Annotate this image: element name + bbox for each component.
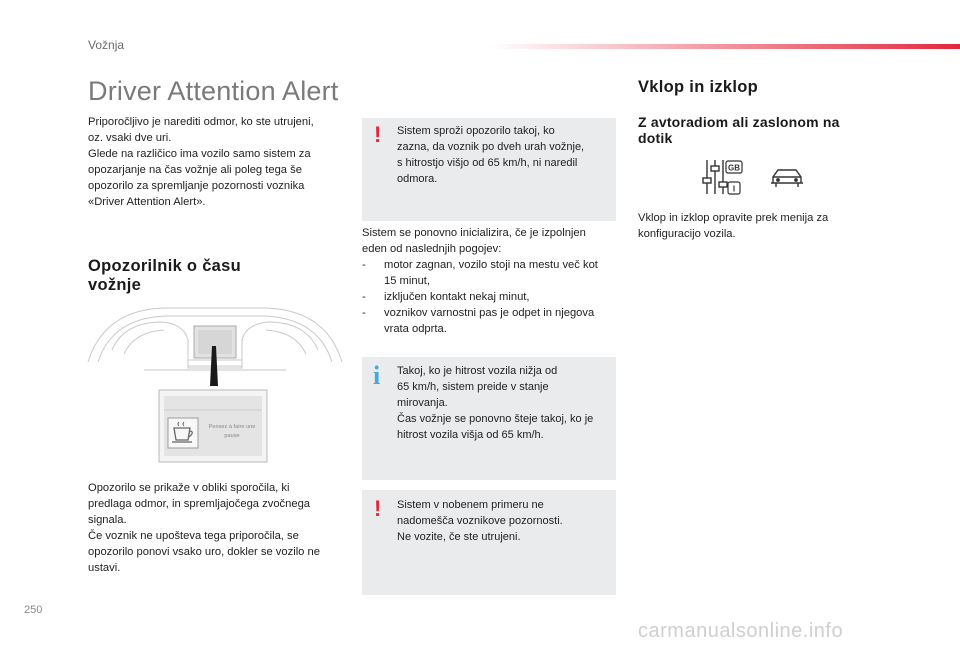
list-item-line: 15 minut, [384,275,431,287]
heading-line: vožnje [88,276,142,294]
watermark: carmanualsonline.info [638,620,844,642]
language-badge-top: GB [728,163,740,173]
intro-line: opozarjanje na čas vožnje ali poleg tega še [88,164,302,176]
intro-line: oz. vsaki dve uri. [88,132,172,144]
note-line: 65 km/h, sistem preide v stanje [397,381,549,393]
note-line: odmora. [397,173,438,185]
dashboard-illustration [84,300,346,470]
reinit-conditions-list [362,257,620,337]
page-number: 250 [24,604,43,616]
intro-line: «Driver Attention Alert». [88,196,206,208]
section-heading-timer [88,257,241,295]
timer-line: Če voznik ne upošteva tega priporočila, se [88,530,299,542]
running-header: Vožnja [88,38,125,52]
list-item [362,257,620,289]
warning-note-2 [362,490,616,595]
intro-line: opozorilo za spremljanje pozornosti voznika [88,180,305,192]
header-accent-bar [490,44,960,49]
instrument-cluster-drawing [84,300,346,470]
warning-note-1 [362,118,616,221]
heading-line: Opozorilnik o času [88,257,242,275]
reinit-intro-line: eden od naslednjih pogojev: [362,243,502,255]
note-line: Takoj, ko je hitrost vozila nižja od [397,365,558,377]
timer-line: signala. [88,514,127,526]
note-line: nadomešča voznikove pozornosti. [397,515,563,527]
note-line: Sistem sproži opozorilo takoj, ko [397,125,555,137]
settings-icons [700,158,810,198]
list-item-line: izključen kontakt nekaj minut, [384,291,530,303]
language-badge-bottom: I [732,184,736,194]
subheading-line: dotik [638,130,673,146]
info-note-text [397,363,611,443]
configuration-icons-drawing [700,158,810,198]
timer-line: ustavi. [88,562,121,574]
timer-line: predlaga odmor, in spremljajočega zvočnega [88,498,311,510]
list-item-line: vrata odprta. [384,323,447,335]
warning-note-2-text [397,497,609,545]
warning-icon: ! [374,122,382,147]
reinit-intro-line: Sistem se ponovno inicializira, če je izpolnjen [362,227,586,239]
intro-line: Glede na različico ima vozilo samo sistem za [88,148,311,160]
list-item [362,289,620,305]
illustration-message-line1: Pensez à faire une [208,424,256,430]
on-off-line: Vklop in izklop opravite prek menija za [638,212,829,224]
list-dash: - [362,259,366,271]
list-item [362,305,620,337]
timer-line: Opozorilo se prikaže v obliki sporočila, ki [88,482,290,494]
on-off-paragraph [638,210,898,242]
illustration-message-line2: pause [224,433,240,439]
list-item-line: voznikov varnostni pas je odpet in njegova [384,307,595,319]
note-line: Sistem v nobenem primeru ne [397,499,544,511]
note-line: s hitrostjo višjo od 65 km/h, ni naredil [397,157,578,169]
timer-paragraph [88,480,358,576]
language-flag-icon [726,161,742,194]
info-note [362,357,616,480]
list-item-line: motor zagnan, vozilo stoji na mestu več kot [384,259,598,271]
reinit-paragraph [362,225,620,337]
info-icon: i [373,361,381,390]
note-line: mirovanja. [397,397,448,409]
sliders-icon [703,160,727,194]
warning-note-1-text [397,123,609,187]
note-line: zazna, da voznik po dveh urah vožnje, [397,141,585,153]
timer-line: opozorilo ponovi vsako uro, dokler se vozilo ne [88,546,320,558]
note-line: hitrost vozila višja od 65 km/h. [397,429,544,441]
intro-paragraph [88,114,348,210]
section-heading-on-off: Vklop in izklop [638,78,759,96]
note-line: Ne vozite, če ste utrujeni. [397,531,521,543]
subheading-radio-touchscreen [638,114,840,146]
car-icon [771,170,803,187]
warning-icon: ! [374,496,382,521]
subheading-line: Z avtoradiom ali zaslonom na [638,114,840,130]
intro-line: Priporočljivo je narediti odmor, ko ste utrujeni, [88,116,314,128]
list-dash: - [362,307,366,319]
on-off-line: konfiguracijo vozila. [638,228,736,240]
list-dash: - [362,291,366,303]
page-title: Driver Attention Alert [88,76,339,106]
note-line: Čas vožnje se ponovno šteje takoj, ko je [397,413,594,425]
